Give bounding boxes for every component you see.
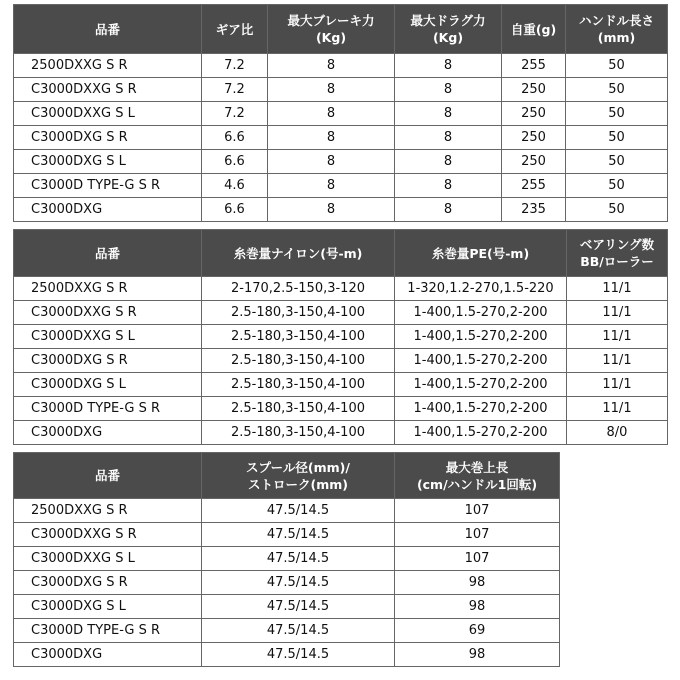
- model-cell: C3000DXG: [14, 421, 202, 445]
- table-row: [14, 301, 668, 325]
- value-cell: 11/1: [567, 325, 668, 349]
- column-header: 品番: [14, 5, 202, 54]
- value-cell: 1-400,1.5-270,2-200: [395, 349, 567, 373]
- column-header: 自重(g): [502, 5, 566, 54]
- value-cell: 255: [502, 54, 566, 78]
- column-header: 最大巻上長 (cm/ハンドル1回転): [395, 453, 560, 499]
- model-cell: C3000DXXG S L: [14, 547, 202, 571]
- value-cell: 47.5/14.5: [202, 643, 395, 667]
- value-cell: 107: [395, 499, 560, 523]
- column-header: ベアリング数 BB/ローラー: [567, 230, 668, 277]
- model-cell: 2500DXXG S R: [14, 54, 202, 78]
- table-row: [14, 78, 668, 102]
- table-row: [14, 174, 668, 198]
- model-cell: C3000DXG: [14, 643, 202, 667]
- value-cell: 1-400,1.5-270,2-200: [395, 397, 567, 421]
- model-cell: C3000D TYPE-G S R: [14, 397, 202, 421]
- value-cell: 11/1: [567, 349, 668, 373]
- value-cell: 1-400,1.5-270,2-200: [395, 373, 567, 397]
- value-cell: 11/1: [567, 373, 668, 397]
- column-header: 最大ドラグ力 (Kg): [395, 5, 502, 54]
- table-row: [14, 397, 668, 421]
- model-cell: C3000DXG S L: [14, 150, 202, 174]
- value-cell: 2.5-180,3-150,4-100: [202, 301, 395, 325]
- table-row: [14, 421, 668, 445]
- table-row: [14, 198, 668, 222]
- table-row: [14, 349, 668, 373]
- value-cell: 8: [395, 198, 502, 222]
- value-cell: 4.6: [202, 174, 268, 198]
- value-cell: 250: [502, 150, 566, 174]
- table-row: [14, 126, 668, 150]
- value-cell: 1-400,1.5-270,2-200: [395, 325, 567, 349]
- value-cell: 8: [395, 174, 502, 198]
- model-cell: C3000DXG S R: [14, 349, 202, 373]
- value-cell: 47.5/14.5: [202, 523, 395, 547]
- value-cell: 6.6: [202, 150, 268, 174]
- value-cell: 2-170,2.5-150,3-120: [202, 277, 395, 301]
- column-header: 品番: [14, 230, 202, 277]
- table-row: [14, 54, 668, 78]
- value-cell: 50: [566, 174, 668, 198]
- table-row: [14, 547, 560, 571]
- model-cell: C3000DXXG S L: [14, 102, 202, 126]
- value-cell: 8: [395, 126, 502, 150]
- value-cell: 50: [566, 78, 668, 102]
- table-body: [14, 277, 668, 445]
- table-header-row: [14, 230, 668, 277]
- column-header: 品番: [14, 453, 202, 499]
- value-cell: 8: [268, 126, 395, 150]
- value-cell: 98: [395, 643, 560, 667]
- table-row: [14, 325, 668, 349]
- table-row: [14, 523, 560, 547]
- value-cell: 7.2: [202, 54, 268, 78]
- value-cell: 255: [502, 174, 566, 198]
- value-cell: 1-400,1.5-270,2-200: [395, 301, 567, 325]
- value-cell: 2.5-180,3-150,4-100: [202, 373, 395, 397]
- value-cell: 8: [395, 78, 502, 102]
- table-row: [14, 595, 560, 619]
- spec-table-line-capacity: [13, 229, 668, 445]
- value-cell: 50: [566, 54, 668, 78]
- table-row: [14, 499, 560, 523]
- value-cell: 50: [566, 198, 668, 222]
- value-cell: 98: [395, 571, 560, 595]
- table-row: [14, 643, 560, 667]
- model-cell: C3000D TYPE-G S R: [14, 619, 202, 643]
- model-cell: C3000DXG S L: [14, 595, 202, 619]
- value-cell: 47.5/14.5: [202, 499, 395, 523]
- table-row: [14, 373, 668, 397]
- table-row: [14, 102, 668, 126]
- value-cell: 250: [502, 102, 566, 126]
- model-cell: 2500DXXG S R: [14, 277, 202, 301]
- value-cell: 8: [268, 150, 395, 174]
- model-cell: C3000DXG S R: [14, 126, 202, 150]
- table-body: [14, 54, 668, 222]
- value-cell: 250: [502, 126, 566, 150]
- value-cell: 47.5/14.5: [202, 619, 395, 643]
- value-cell: 11/1: [567, 277, 668, 301]
- model-cell: C3000DXXG S L: [14, 325, 202, 349]
- column-header: スプール径(mm)/ ストローク(mm): [202, 453, 395, 499]
- table-row: [14, 277, 668, 301]
- spec-table-spool: [13, 452, 560, 667]
- model-cell: C3000DXXG S R: [14, 301, 202, 325]
- value-cell: 8: [268, 174, 395, 198]
- value-cell: 69: [395, 619, 560, 643]
- value-cell: 8: [395, 102, 502, 126]
- table-row: [14, 571, 560, 595]
- value-cell: 8: [268, 54, 395, 78]
- model-cell: 2500DXXG S R: [14, 499, 202, 523]
- table-body: [14, 499, 560, 667]
- value-cell: 8: [268, 198, 395, 222]
- value-cell: 50: [566, 150, 668, 174]
- value-cell: 8/0: [567, 421, 668, 445]
- model-cell: C3000DXXG S R: [14, 78, 202, 102]
- model-cell: C3000DXG S L: [14, 373, 202, 397]
- value-cell: 47.5/14.5: [202, 547, 395, 571]
- value-cell: 11/1: [567, 301, 668, 325]
- table-header-row: [14, 5, 668, 54]
- model-cell: C3000DXG S R: [14, 571, 202, 595]
- value-cell: 2.5-180,3-150,4-100: [202, 325, 395, 349]
- spec-table-basic: [13, 4, 668, 222]
- value-cell: 6.6: [202, 126, 268, 150]
- value-cell: 7.2: [202, 78, 268, 102]
- value-cell: 235: [502, 198, 566, 222]
- value-cell: 50: [566, 126, 668, 150]
- value-cell: 11/1: [567, 397, 668, 421]
- table-header-row: [14, 453, 560, 499]
- column-header: ギア比: [202, 5, 268, 54]
- value-cell: 107: [395, 523, 560, 547]
- value-cell: 8: [268, 102, 395, 126]
- value-cell: 98: [395, 595, 560, 619]
- value-cell: 8: [395, 54, 502, 78]
- value-cell: 107: [395, 547, 560, 571]
- value-cell: 8: [268, 78, 395, 102]
- table-row: [14, 619, 560, 643]
- value-cell: 7.2: [202, 102, 268, 126]
- model-cell: C3000DXG: [14, 198, 202, 222]
- value-cell: 8: [395, 150, 502, 174]
- column-header: 糸巻量PE(号-m): [395, 230, 567, 277]
- value-cell: 6.6: [202, 198, 268, 222]
- table-row: [14, 150, 668, 174]
- value-cell: 2.5-180,3-150,4-100: [202, 421, 395, 445]
- value-cell: 50: [566, 102, 668, 126]
- value-cell: 1-400,1.5-270,2-200: [395, 421, 567, 445]
- column-header: 糸巻量ナイロン(号-m): [202, 230, 395, 277]
- value-cell: 250: [502, 78, 566, 102]
- model-cell: C3000DXXG S R: [14, 523, 202, 547]
- column-header: 最大ブレーキ力 (Kg): [268, 5, 395, 54]
- value-cell: 47.5/14.5: [202, 595, 395, 619]
- value-cell: 2.5-180,3-150,4-100: [202, 397, 395, 421]
- value-cell: 47.5/14.5: [202, 571, 395, 595]
- value-cell: 2.5-180,3-150,4-100: [202, 349, 395, 373]
- value-cell: 1-320,1.2-270,1.5-220: [395, 277, 567, 301]
- model-cell: C3000D TYPE-G S R: [14, 174, 202, 198]
- column-header: ハンドル長さ (mm): [566, 5, 668, 54]
